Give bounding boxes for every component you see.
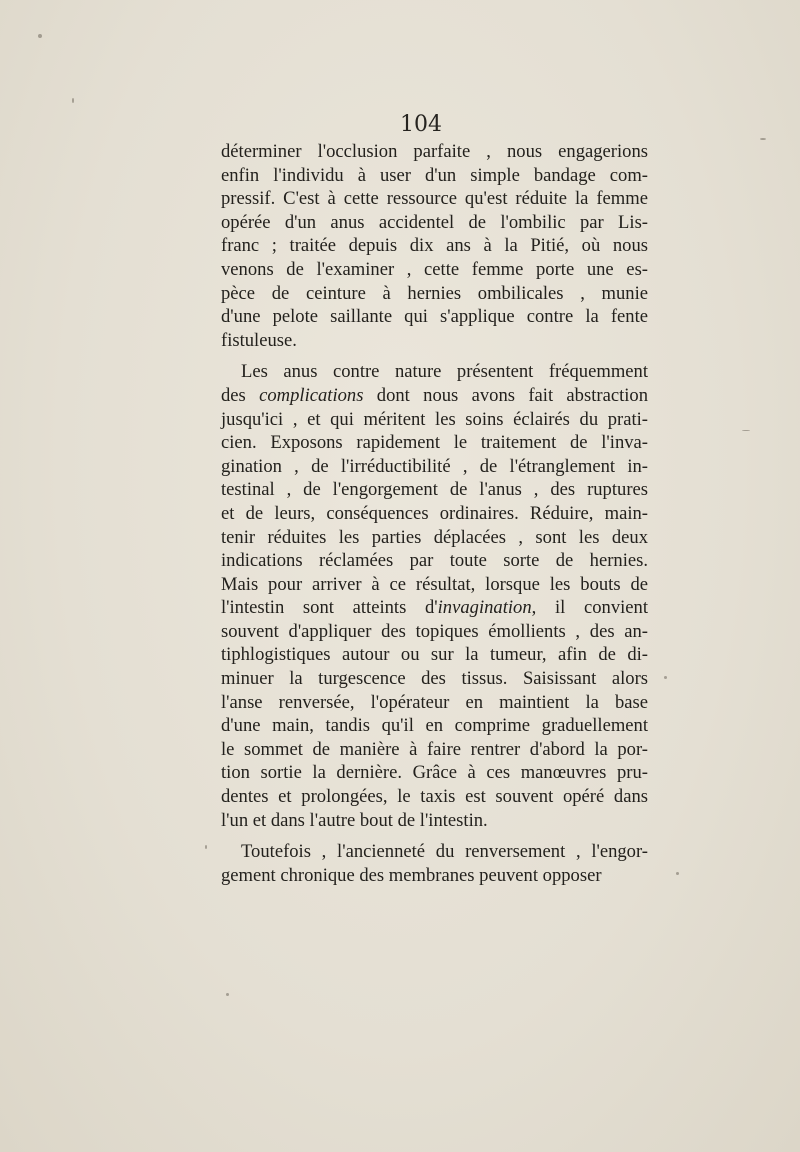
- text-line: tion sortie la dernière. Grâce à ces manœuvres pru-: [221, 762, 648, 784]
- text-line: tenir réduites les parties déplacées , sont les deux: [221, 526, 648, 548]
- text-line: pèce de ceinture à hernies ombilicales , munie: [221, 282, 648, 304]
- paper-speck: [226, 993, 229, 996]
- paper-speck: [205, 845, 207, 849]
- text-line: jusqu'ici , et qui méritent les soins éclairés du prati-: [221, 408, 648, 430]
- paragraph-gap: [221, 832, 648, 840]
- text-line: l'un et dans l'autre bout de l'intestin.: [221, 809, 488, 831]
- text-line: pressif. C'est à cette ressource qu'est réduite la femme: [221, 188, 648, 210]
- paragraph: [221, 840, 648, 887]
- text-line: souvent d'appliquer des topiques émollients , des an-: [221, 620, 648, 642]
- text-line: Mais pour arriver à ce résultat, lorsque les bouts de: [221, 573, 648, 595]
- text-line: testinal , de l'engorgement de l'anus , des ruptures: [221, 479, 648, 501]
- text-line: indications réclamées par toute sorte de hernies.: [221, 550, 648, 572]
- paper-speck: [676, 872, 679, 875]
- paper-speck: [664, 676, 667, 679]
- paper-speck: [72, 98, 74, 103]
- text-line: minuer la turgescence des tissus. Saisissant alors: [221, 668, 648, 690]
- text-line: tiphlogistiques autour ou sur la tumeur, afin de di-: [221, 644, 648, 666]
- text-line: enfin l'individu à user d'un simple bandage com-: [221, 164, 648, 186]
- italic-text: complications: [259, 384, 364, 406]
- text-line: l'intestin sont atteints d'invagination, il convient: [221, 597, 648, 619]
- text-line: dentes et prolongées, le taxis est souvent opéré dans: [221, 786, 648, 808]
- paper-speck: [760, 138, 766, 140]
- text-line: et de leurs, conséquences ordinaires. Réduire, main-: [221, 502, 648, 524]
- body-text: [221, 140, 648, 887]
- text-line: fistuleuse.: [221, 329, 297, 351]
- text-line: déterminer l'occlusion parfaite , nous engagerions: [221, 141, 648, 162]
- paragraph: [221, 140, 648, 352]
- text-line: cien. Exposons rapidement le traitement de l'inva-: [221, 432, 648, 454]
- paper-speck: [742, 430, 750, 431]
- text-line: gement chronique des membranes peuvent opposer: [221, 864, 602, 886]
- text-line: gination , de l'irréductibilité , de l'étranglement in-: [221, 455, 648, 477]
- text-line: venons de l'examiner , cette femme porte une es-: [221, 258, 648, 280]
- text-line: Les anus contre nature présentent fréquemment: [241, 361, 648, 383]
- text-line: d'une main, tandis qu'il en comprime graduellement: [221, 715, 648, 737]
- text-line: des complications dont nous avons fait abstraction: [221, 384, 649, 406]
- text-line: d'une pelote saillante qui s'applique contre la fente: [221, 306, 648, 328]
- text-line: le sommet de manière à faire rentrer d'abord la por-: [221, 738, 648, 760]
- paragraph-gap: [221, 352, 648, 360]
- paper-speck: [38, 34, 42, 38]
- text-line: Toutefois , l'ancienneté du renversement , l'engor-: [241, 841, 648, 863]
- text-line: opérée d'un anus accidentel de l'ombilic par Lis-: [221, 211, 648, 233]
- page-number: 104: [400, 112, 442, 137]
- text-line: l'anse renversée, l'opérateur en maintient la base: [221, 691, 648, 713]
- text-line: franc ; traitée depuis dix ans à la Pitié, où nous: [221, 235, 648, 257]
- italic-text: invagination: [437, 597, 532, 619]
- paragraph: [221, 360, 648, 832]
